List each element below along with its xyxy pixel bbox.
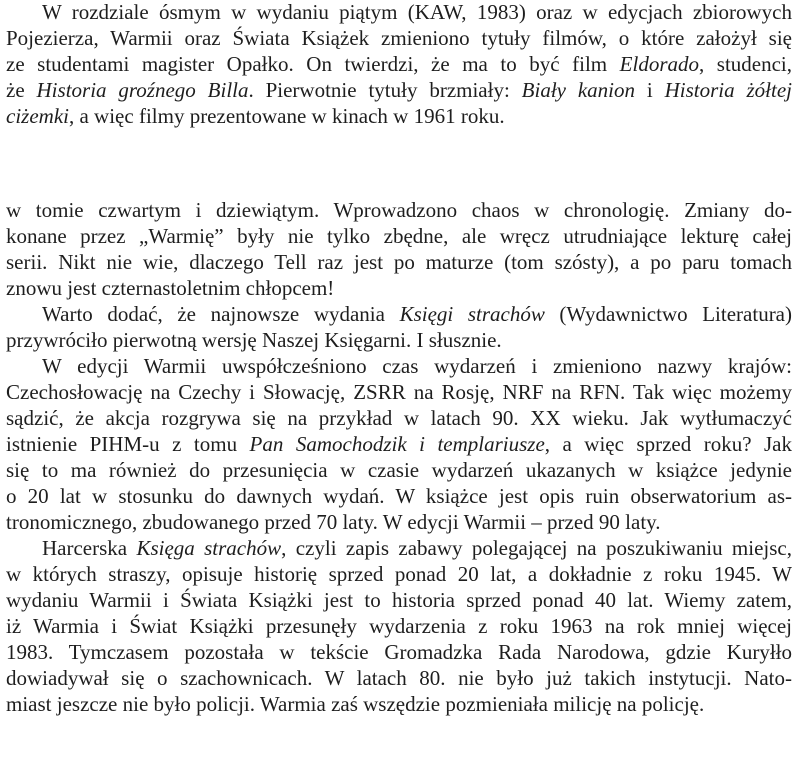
text-run: ze studentami magister Opałko. On twierdzi, że ma to być film xyxy=(6,52,620,76)
text-run: , studenci, xyxy=(699,52,793,76)
text-run: wydaniu Warmii i Świata Książki jest to historia sprzed ponad 40 lat. Wiemy zatem, xyxy=(6,588,792,612)
text-run: Czechosłowację na Czechy i Słowację, ZSRR na Rosję, NRF na RFN. Tak więc możemy xyxy=(6,380,792,404)
text-run: przywróciło pierwotną wersję Naszej Księgarni. I słusznie. xyxy=(6,328,502,352)
text-line xyxy=(6,25,792,51)
text-run: sądzić, że akcja rozgrywa się na przykład w latach 90. XX wieku. Jak wytłumaczyć xyxy=(6,406,792,430)
text-line xyxy=(6,561,792,587)
text-line xyxy=(6,639,792,665)
text-line xyxy=(6,51,792,77)
text-line xyxy=(6,77,792,103)
paragraph xyxy=(6,353,792,535)
text-run: miast jeszcze nie było policji. Warmia zaś wszędzie pozmieniała milicję na policję. xyxy=(6,692,705,716)
text-run: W rozdziale ósmym w wydaniu piątym (KAW, 1983) oraz w edycjach zbiorowych xyxy=(42,0,792,24)
text-line xyxy=(6,379,792,405)
paragraph xyxy=(6,301,792,353)
text-run: Harcerska xyxy=(42,536,137,560)
italic-title: Biały kanion xyxy=(521,78,636,102)
text-run: serii. Nikt nie wie, dlaczego Tell raz jest po maturze (tom szósty), a po paru tomach xyxy=(6,250,792,274)
paragraph xyxy=(6,0,792,129)
italic-title: ciżemki xyxy=(6,104,69,128)
top-text-block xyxy=(6,0,792,129)
text-run: znowu jest czternastoletnim chłopcem! xyxy=(6,276,335,300)
text-line xyxy=(6,483,792,509)
text-line xyxy=(6,509,792,535)
text-run: Pojezierza, Warmii oraz Świata Książek zmieniono tytuły filmów, o które założył się xyxy=(6,26,792,50)
text-line xyxy=(6,431,792,457)
text-line xyxy=(6,691,792,717)
text-run: w których straszy, opisuje historię sprzed ponad 20 lat, a dokładnie z roku 1945. W xyxy=(6,562,792,586)
text-run: , czyli zapis zabawy polegającej na poszukiwaniu miejsc, xyxy=(281,536,793,560)
text-line xyxy=(6,405,792,431)
text-run: 1983. Tymczasem pozostała w tekście Gromadzka Rada Narodowa, gdzie Kuryłło xyxy=(6,640,792,664)
italic-title: Księgi strachów xyxy=(399,302,545,326)
text-run: w tomie czwartym i dziewiątym. Wprowadzono chaos w chronologię. Zmiany do- xyxy=(6,198,792,222)
text-run: Warto dodać, że najnowsze wydania xyxy=(42,302,400,326)
italic-title: Eldorado xyxy=(619,52,699,76)
italic-title: Pan Samochodzik i templariusze xyxy=(249,432,545,456)
text-run: , a więc filmy prezentowane w kinach w 1961 roku. xyxy=(68,104,505,128)
text-line xyxy=(6,197,792,223)
text-line xyxy=(6,353,792,379)
text-run: że xyxy=(6,78,37,102)
text-line xyxy=(6,249,792,275)
text-run: tronomicznego, zbudowanego przed 70 laty. W edycji Warmii – przed 90 laty. xyxy=(6,510,661,534)
bottom-text-block xyxy=(6,197,792,717)
text-line xyxy=(6,0,792,25)
text-run: się to ma również do przesunięcia w czasie wydarzeń ukazanych w książce jedynie xyxy=(6,458,792,482)
italic-title: Historia żółtej xyxy=(664,78,792,102)
paragraph xyxy=(6,535,792,717)
text-run: , a więc sprzed roku? Jak xyxy=(544,432,792,456)
paragraph xyxy=(6,197,792,301)
text-line xyxy=(6,103,792,129)
text-run: i xyxy=(635,78,665,102)
text-line xyxy=(6,613,792,639)
text-line xyxy=(6,275,792,301)
text-run: dowiadywał się o szachownicach. W latach 80. nie było już takich instytucji. Nato- xyxy=(6,666,792,690)
text-run: W edycji Warmii uwspółcześniono czas wydarzeń i zmieniono nazwy krajów: xyxy=(42,354,792,378)
text-run: (Wydawnictwo Literatura) xyxy=(544,302,792,326)
text-line xyxy=(6,327,792,353)
text-line xyxy=(6,457,792,483)
text-run: istnienie PIHM-u z tomu xyxy=(6,432,250,456)
text-run: . Pierwotnie tytuły brzmiały: xyxy=(248,78,522,102)
text-line xyxy=(6,665,792,691)
text-line xyxy=(6,535,792,561)
text-line xyxy=(6,223,792,249)
italic-title: Historia groźnego Billa xyxy=(36,78,249,102)
text-run: konane przez „Warmię” były nie tylko zbędne, ale wręcz utrudniające lekturę całej xyxy=(6,224,792,248)
text-line xyxy=(6,587,792,613)
text-run: o 20 lat w stosunku do dawnych wydań. W książce jest opis ruin obserwatorium as- xyxy=(6,484,792,508)
italic-title: Księga strachów xyxy=(136,536,282,560)
text-line xyxy=(6,301,792,327)
text-run: iż Warmia i Świat Książki przesunęły wydarzenia z roku 1963 na rok mniej więcej xyxy=(6,614,792,638)
